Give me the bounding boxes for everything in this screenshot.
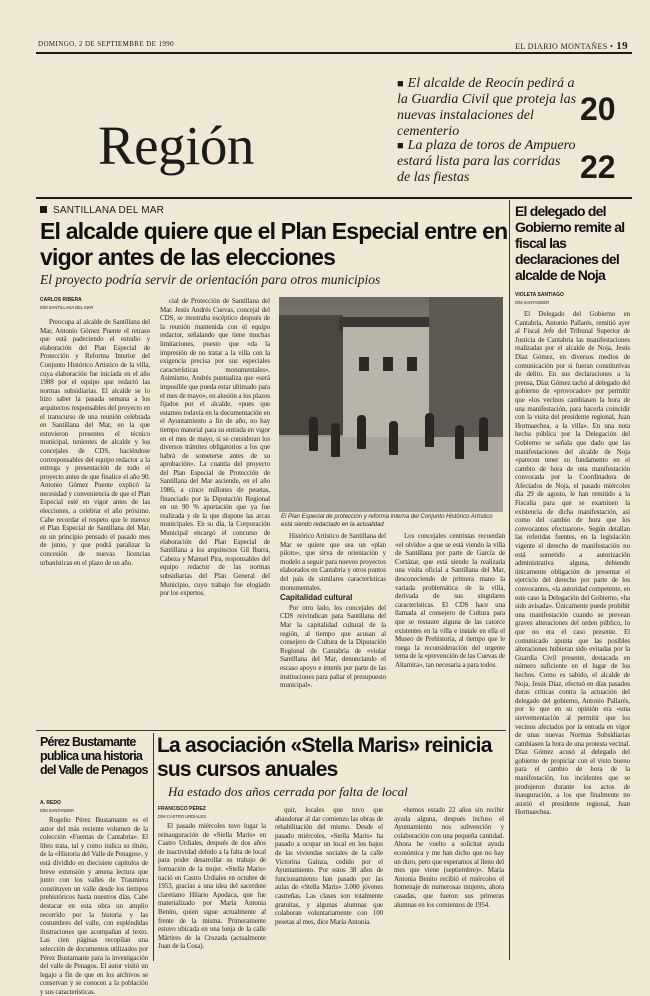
left-byline-place: D/M SANTANDER (40, 808, 75, 813)
main-headline: El alcalde quiere que el Plan Especial entre en vigor antes de las elecciones (40, 218, 508, 270)
photo-person (425, 413, 434, 447)
sidebar-body (515, 310, 630, 960)
left-byline (40, 800, 74, 814)
bottom-byline (158, 806, 206, 820)
left-headline: Pérez Bustamante publica una historia del Valle de Penagos (40, 735, 148, 777)
bottom-col-1-text: El pasado miércoles tuvo lugar la reinauguración de «Stella Maris» en Castro Urdiales, después de dos años de inactividad debido a la falta de local para poder desarrollar su trabajo de formación de la mujer. «Stella Maris» nació en Castro Urdiales en octubre de 1953, gracias a una idea del sacerdote claretiano Hilario Apodaca, que fue materializado por María Antonia Benito, quien sigue actualmente al frente de la misma. Primeramente estuvo ubicada en una lonja de la calle Mártires de la Cruzada (actualmente Juan de la Cosa). (158, 822, 266, 951)
square-bullet-icon: ■ (397, 140, 404, 152)
main-byline-name: CARLOS RIBERA (40, 297, 82, 303)
main-col-3-text: Histórico Artístico de Santillana del Mar se quiere que sea un «plan piloto», que sirva de orientación y modelo a seguir para nuevos proyectos elaborados en Cantabria y otros puntos del país de similares características monumentales. (280, 532, 386, 592)
teaser-1-text: El alcalde de Reocín pedirá a la Guardia Civil que proteja las nuevas instalaciones del cementerio (397, 76, 577, 139)
page-number: 19 (616, 40, 628, 52)
main-col-3 (280, 532, 386, 728)
teaser-1-page[interactable]: 20 (580, 91, 616, 127)
main-col-3b-text: Por otro lado, los concejales del CDS reivindican para Santillana del Mar la capitalidad cultural de la región, al tiempo que acusan al consejero de Cultura de la Diputación Regional de Cantabria de «violar Santillana del Mar, denunciando el escaso apoyo e interés por parte de las instituciones para paliar el presupuesto municipal». (280, 603, 386, 690)
square-bullet-icon (40, 206, 47, 213)
teaser-2-page[interactable]: 22 (580, 149, 616, 185)
sidebar-headline: El delegado del Gobierno remite al fiscal las declaraciones del alcalde de Noja (515, 203, 625, 283)
photo-window (407, 357, 417, 371)
main-col-4 (395, 532, 505, 728)
main-col-1 (40, 318, 150, 618)
main-col-2 (160, 297, 270, 618)
bottom-col-3-text: «hemos estado 22 años sin recibir ayuda alguna, después incluso el Ayuntamiento nos subvención y colaboración con una pequeña cantidad. Ahora he vuelto a solicitar ayuda económica y me han dicho que no hay un duro, pero que esperamos al lleno del mes que viene (septiembre)». María Antonia Benito recibió el miércoles el homenaje de numerosas mujeres, ahora casadas, que fueron sus primeras alumnas en los comienzos de 1954. (394, 806, 504, 909)
photo-person (309, 417, 318, 451)
bottom-col-2-text: quir, locales que tuvo que abandonar al dar comienzo las obras de rehabilitación del mismo. Desde el pasado miércoles, «Stella Maris» ha pasado a ocupar un local en los bajos de las viviendas sociales de la calle Victorina Gaínza, cedido por el Ayuntamiento. Por estos 38 años de funcionamiento han pasado por las aulas de «Stella Maris» 3.000 jóvenes castreñas. Las clases son totalmente gratuitas, y algunas alumnas que colaboran voluntariamente con 100 pesetas al mes, dice María Antonia. (275, 806, 383, 926)
sidebar-body-text: El Delegado del Gobierno en Cantabria, Antonio Pallarés, remitió ayer al Fiscal Jefe del Tribunal Superior de Justicia de Cantabria las manifestaciones realizadas por el alcalde de Noja, Jesús Díaz Gómez, en diversos medios de comunicación por si fueran constitutivas de delito. En sus declaraciones a la prensa, Díaz Gómez tachó al delegado del gobierno de «provocador» por permitir que «los vecinos cambiasen la hora de una manifestación, para hacerla coincidir con la visita del presidente regional, Juan Hormaechea, a la villa». En una nota hecha pública por la Delegación del Gobierno se señala que dado que las manifestaciones del alcalde de Noja «parecen tener su fundamento en el cambio de hora de una manifestación convocada por la Coordinadora de Afectados de Noja, el pasado miércoles día 29 de agosto, le han remitido a la Fiscalía para que se examinen la existencia de dicha manifestación, así como del cambio de hora que los convocantes efectuaron». Según detallan las referidas fuentes, en la legislación vigente el derecho de manifestación no está sometido a autorización administrativa alguna, debiendo únicamente obligación de presentar el ejercicio del derecho por parte de los convocantes, «la autoridad competente, en este caso la Delegación del Gobierno, «ha sido avisada». Únicamente puede prohibir una manifestación cuando se prevean graves alteraciones del orden público, lo que no era el caso presente. El comunicado apunta que las posibles alteraciones hubieran sido evitadas por la Guardia Civil presente, destacada en número suficiente en el lugar de los hechos. Como es sabido, el alcalde de Noja, Jesús Díaz, efectuó en días pasados duras críticas contra la actuación del delegado del gobierno, Antonio Pallarés, por lo que en su opinión era «una siervementación al permitir que los vecinos afectados por la entrada en vigor de unas nuevas Normas Subsidiarias cambiasen la hora de una protesta vecinal. Díaz Gómez acusó al delegado del gobierno de propiciar con el visto bueno para el cambio de hora de la manifestación, los incidentes que se produjeron durante los actos de inauguración, a los que finalmente no asistió el presidente regional, Juan Hormaechea. (515, 310, 630, 817)
main-photo (279, 297, 503, 512)
photo-person (357, 415, 366, 449)
sidebar-byline (515, 292, 564, 306)
bottom-headline: La asociación «Stella Maris» reinicia sus cursos anuales (157, 734, 492, 781)
main-subhead: Capitalidad cultural (280, 593, 353, 603)
section-title: Región (98, 115, 254, 176)
photo-caption: El Plan Especial de protección y reforma interna del Conjunto Histórico Artístico está siendo redactado en la actualidad (281, 514, 493, 528)
paper-name (515, 40, 628, 52)
main-col-1-text: Preocupa al alcalde de Santillana del Mar, Antonio Gómez Puente el retraso que está padeciendo el estudio y elaboración del Plan Especial de Protección y Reforma Interior del Conjunto Histórico Artístico de la villa, cuya elaboración fue iniciada en el año 1988 por el equipo que redactó las normas subsidiarias. El alcalde se lo hizo saber la pasada semana a los arquitectos responsables del proyecto en el transcurso de una reunión celebrada en Santillana del Mar, en la que estuvieron presentes el técnico municipal, tenientes de alcalde y los concejales de CDS, haciéndose corresponsables del equipo redactor a la entrega y presentación de todo el proyecto antes de que finalice el año 90. Antonio Gómez Puente explicó la necesidad y conveniencia de que el Plan Especial esté en vigor antes de las elecciones, a celebrar el año próximo. Cabe recordar el respeto que le merece el Plan Especial de Santillana del Mar, en un principio pensado el pasado mes de junio, y que podrá paralizar la concesión de nuevas licencias urbanísticas en el plazo de un año. (40, 318, 150, 567)
lower-rule (36, 730, 506, 731)
header-rule (36, 52, 632, 54)
bottom-byline-name: FRANCISCO PÉREZ (158, 806, 206, 812)
main-byline (40, 297, 93, 311)
photo-person (331, 423, 340, 457)
main-byline-place: D/M SANTILLANA DEL MAR (40, 305, 94, 310)
photo-window (383, 357, 393, 371)
photo-person (389, 421, 398, 455)
sidebar-byline-name: VIOLETA SANTIAGO (515, 292, 564, 298)
left-byline-name: A. REDO (40, 800, 61, 806)
main-deck: El proyecto podría servir de orientación para otros municipios (40, 272, 381, 287)
sidebar-byline-place: D/M SANTANDER (515, 300, 550, 305)
column-rule (509, 200, 510, 960)
left-body-text: Rogelio Pérez Bustamante es el autor del más reciente volumen de la colección «Fuentas de Cantabria». El libro trata, tal y como indica su título, de la «Historia del Valle de Penagos», y está dividido en diecisiete capítulos de breve extensión y amena lectura que junto con los valles de Trasmiera constituyen un valle desde los tiempos prehistóricos hasta nuestros días. Cabe destacar en esta obra un amplio recorrido por la historia y las costumbres del valle, con espléndidas ilustraciones que acompañan al texto. Las cien páginas recopilan una selección de documentos utilizados por Pérez Bustamante para la investigación del valle de Penagos. El autor visitó un legajo a fin de que en los archivos se conservan y se conocen a la población y sus características. (40, 816, 148, 996)
bottom-col-3 (394, 806, 504, 959)
left-body (40, 816, 148, 996)
main-col-4-text: Los concejales centristas recuerdan «el olvido» a que se está viendo la villa de Santillana por parte de García de Cortázar, que está siendo la realizada una visita oficial a Santillana del Mar, desconociendo de primera mano la variada problemática de la villa, derivada de sus singulares características. El CDS hace una llamada al consejero de Cultura para que se restaure alguna de las catorce existentes en la villa e instale en ella el Museo de Prehistoria, al tiempo que le ruega la reconsideración del urgente tema de la «prevención de las Cuevas de Altamira», tan necesaria a para todos. (395, 532, 505, 669)
bottom-col-1 (158, 822, 266, 959)
bottom-byline-place: D/M CASTRO URDIALES (158, 814, 207, 819)
teaser-2[interactable] (397, 138, 577, 186)
main-col-2-text: cial de Protección de Santillana del Mar. Jesús Andrés Cuevas, concejal del CDS, se mostraba escéptico después de la reunión mantenida con el equipo redactor, señalando que tiene muchas limitaciones, puesto que «da la impresión de no tratar a la villa con la exigencia precisa por sus especiales características monumentales». Asimismo, Andrés puntualiza que «será imposible que pueda estar ultimado para el mes de mayo», en alusión a los plazos fijados por el alcalde, «pues que estamos todavía en la documentación en el Ayuntamiento a fin de año, no hay tiempo material para su entrada en vigor en el mes de mayo, si se consideran los diversos trámites obligatorios a los que habrá de someterse antes de su aprobación». La cuantía del proyecto del Plan Especial de Protección de Santillana del Mar asciende, en el año 1986, a cinco millones de pesetas, financiado por la Diputación Regional en un 90 % aportación que ya fue realizada y de la que dispone las arcas municipales. En su día, la Corporación Municipal encargó el concurso de elaboración del Plan Especial de Santillana a los arquitectos Gil Ibarra, Cabeza y Manuel Pira, responsables del equipo redactor de las normas subsidiarias del Plan General del Municipio, cuyo trabajo fue elogiado por los expertos. (160, 297, 270, 598)
teaser-1[interactable] (397, 76, 577, 140)
paper-title: EL DIARIO MONTAÑES • (515, 42, 614, 51)
bottom-col-2 (275, 806, 383, 959)
section-rule (36, 197, 632, 199)
photo-person (479, 417, 488, 451)
photo-building-center (343, 327, 429, 437)
photo-person (455, 425, 464, 459)
main-kicker-text: SANTILLANA DEL MAR (53, 205, 165, 216)
photo-window (359, 357, 369, 371)
photo-building-right (429, 297, 503, 437)
column-rule (153, 733, 154, 961)
main-kicker (40, 205, 164, 216)
bottom-deck: Ha estado dos años cerrada por falta de local (168, 784, 408, 799)
edition-date: DOMINGO, 2 DE SEPTIEMBRE DE 1990 (38, 40, 175, 48)
teaser-2-text: La plaza de toros de Ampuero estará lista para las corridas de las fiestas (397, 138, 576, 185)
square-bullet-icon: ■ (397, 78, 404, 90)
